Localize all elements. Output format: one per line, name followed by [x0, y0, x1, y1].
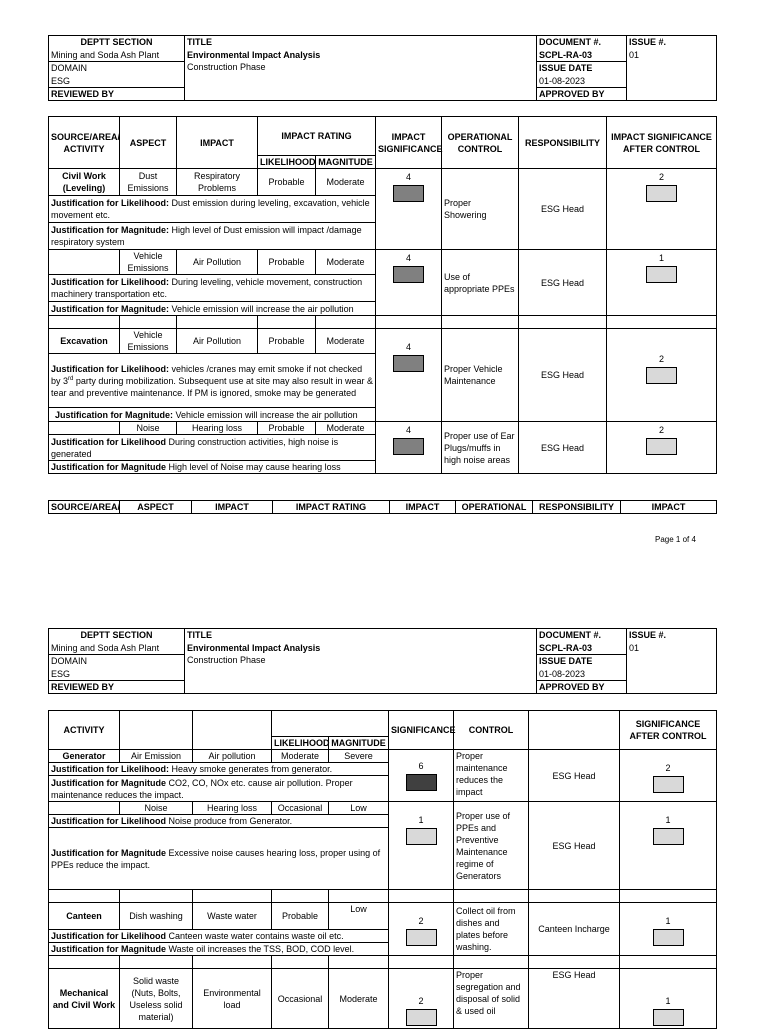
table-row: [49, 802, 717, 815]
significance-value: 1: [418, 815, 424, 825]
page2-impact-table: [48, 710, 716, 1029]
after-control-value: 2: [665, 763, 671, 773]
after-control-value: 1: [665, 916, 671, 926]
impact-cell: Environmental load: [193, 969, 272, 1029]
after-control-swatch: [653, 776, 684, 793]
table-row: [49, 750, 717, 763]
after-control-cell: [607, 329, 717, 422]
likelihood-cell: Moderate: [272, 750, 329, 763]
significance-value: 4: [406, 342, 412, 352]
justification-magnitude: Justification for Magnitude Excessive noise causes hearing loss, proper using of PPEs reduce the impact.: [49, 828, 389, 890]
page1-continuation-header: [48, 500, 716, 514]
significance-cell: [389, 802, 454, 890]
impact-cell: Waste water: [193, 903, 272, 930]
likelihood-cell: Probable: [258, 169, 316, 196]
significance-swatch: [393, 185, 424, 202]
significance-cell: [376, 169, 442, 250]
magnitude-cell: Low: [329, 903, 389, 930]
issue-label: ISSUE #.: [629, 37, 667, 47]
likelihood-cell: Probable: [258, 250, 316, 275]
significance-value: 2: [418, 916, 424, 926]
table-row: [49, 169, 717, 196]
significance-swatch: [406, 774, 437, 791]
page2-header: [48, 628, 716, 694]
approved-by-label: APPROVED BY: [537, 681, 627, 694]
significance-swatch: [393, 355, 424, 372]
col-magnitude-header: MAGNITUDE: [316, 156, 376, 169]
significance-value: 4: [406, 172, 412, 182]
justification-magnitude: Justification for Magnitude: High level of Dust emission will impact /damage respiratory system: [49, 223, 376, 250]
aspect-cell: Dish washing: [120, 903, 193, 930]
justification-magnitude: Justification for Magnitude: Vehicle emission will increase the air pollution: [49, 302, 376, 316]
magnitude-cell: Moderate: [316, 422, 376, 435]
phase-value: Construction Phase: [187, 655, 266, 665]
cont-control-header: OPERATIONAL: [456, 501, 533, 514]
justification-magnitude: Justification for Magnitude: Vehicle emission will increase the air pollution: [49, 408, 376, 422]
after-control-cell: [620, 750, 717, 802]
after-control-swatch: [653, 828, 684, 845]
aspect-cell: Noise: [120, 422, 177, 435]
magnitude-cell: Low: [329, 802, 389, 815]
justification-likelihood: Justification for Likelihood: Heavy smoke generates from generator.: [49, 763, 389, 776]
col-responsibility-header: RESPONSIBILITY: [519, 117, 607, 169]
justification-magnitude: Justification for Magnitude High level of Noise may cause hearing loss: [49, 461, 376, 474]
dept-label: DEPTT SECTION: [80, 630, 153, 640]
justification-likelihood: Justification for Likelihood Canteen waste water contains waste oil etc.: [49, 930, 389, 943]
issue-date-label: ISSUE DATE: [537, 61, 626, 75]
aspect-cell: Solid waste (Nuts, Bolts, Useless solid material): [120, 969, 193, 1029]
after-control-cell: [620, 802, 717, 890]
significance-swatch: [393, 438, 424, 455]
cont-after-header: IMPACT: [621, 501, 717, 514]
activity-cell: [49, 250, 120, 275]
control-cell: Use of appropriate PPEs: [442, 250, 519, 316]
col-magnitude-header: MAGNITUDE: [329, 737, 389, 750]
control-cell: Proper use of PPEs and Preventive Maintenance regime of Generators: [454, 802, 529, 890]
responsibility-cell: ESG Head: [529, 802, 620, 890]
likelihood-cell: Probable: [258, 329, 316, 354]
justification-magnitude: Justification for Magnitude Waste oil increases the TSS, BOD, COD level.: [49, 943, 389, 956]
cont-impact-header: IMPACT: [192, 501, 273, 514]
significance-swatch: [406, 929, 437, 946]
document-value: SCPL-RA-03: [539, 642, 593, 653]
spacer-row: [49, 316, 717, 329]
significance-value: 6: [418, 761, 424, 771]
col-after-header: IMPACT SIGNIFICANCE AFTER CONTROL: [607, 117, 717, 169]
approved-by-label: APPROVED BY: [537, 88, 627, 101]
after-control-swatch: [646, 185, 677, 202]
phase-value: Construction Phase: [187, 62, 266, 72]
document-label: DOCUMENT #.: [539, 630, 602, 640]
significance-swatch: [406, 1009, 437, 1026]
title-label: TITLE: [187, 630, 212, 640]
magnitude-cell: Moderate: [316, 169, 376, 196]
after-control-cell: [607, 169, 717, 250]
impact-cell: Respiratory Problems: [177, 169, 258, 196]
cont-responsibility-header: RESPONSIBILITY: [533, 501, 621, 514]
aspect-cell: Noise: [120, 802, 193, 815]
page-number: Page 1 of 4: [655, 535, 696, 544]
magnitude-cell: Moderate: [316, 250, 376, 275]
col-source-header: SOURCE/AREA/ ACTIVITY: [49, 117, 120, 169]
likelihood-cell: Probable: [272, 903, 329, 930]
spacer-row: [49, 956, 717, 969]
aspect-cell: Vehicle Emissions: [120, 250, 177, 275]
impact-cell: Hearing loss: [177, 422, 258, 435]
responsibility-cell: ESG Head: [529, 969, 620, 1029]
magnitude-cell: Moderate: [316, 329, 376, 354]
after-control-value: 1: [665, 996, 671, 1006]
after-control-cell: [620, 969, 717, 1029]
table-row: [49, 422, 717, 435]
document-label: DOCUMENT #.: [539, 37, 602, 47]
justification-likelihood: Justification for Likelihood During construction activities, high noise is generated: [49, 435, 376, 461]
table-row: [49, 329, 717, 354]
after-control-value: 2: [659, 172, 665, 182]
after-control-value: 2: [659, 425, 665, 435]
responsibility-cell: Canteen Incharge: [529, 903, 620, 956]
col-after-header: SIGNIFICANCE AFTER CONTROL: [620, 711, 717, 750]
dept-value: Mining and Soda Ash Plant: [51, 49, 160, 60]
title-value: Environmental Impact Analysis: [187, 49, 321, 60]
col-control-header: CONTROL: [454, 711, 529, 750]
activity-cell: [49, 802, 120, 815]
col-control-header: OPERATIONAL CONTROL: [442, 117, 519, 169]
after-control-swatch: [646, 266, 677, 283]
document-value: SCPL-RA-03: [539, 49, 593, 60]
significance-value: 4: [406, 425, 412, 435]
responsibility-cell: ESG Head: [529, 750, 620, 802]
table-row: [49, 969, 717, 1029]
activity-cell: Mechanical and Civil Work: [49, 969, 120, 1029]
after-control-cell: [607, 250, 717, 316]
title-value: Environmental Impact Analysis: [187, 642, 321, 653]
issue-value: 01: [629, 642, 640, 653]
aspect-cell: Dust Emissions: [120, 169, 177, 196]
impact-cell: Air Pollution: [177, 250, 258, 275]
aspect-cell: Vehicle Emissions: [120, 329, 177, 354]
issue-label: ISSUE #.: [629, 630, 667, 640]
col-aspect-header: [120, 711, 193, 750]
significance-cell: [389, 903, 454, 956]
issue-value: 01: [629, 49, 640, 60]
col-significance-header: IMPACT SIGNIFICANCE: [376, 117, 442, 169]
col-source-header: ACTIVITY: [49, 711, 120, 750]
domain-label: DOMAIN: [49, 61, 184, 75]
col-impact-header: IMPACT: [177, 117, 258, 169]
spacer-row: [49, 890, 717, 903]
after-control-cell: [607, 422, 717, 474]
after-control-swatch: [646, 367, 677, 384]
col-rating-header: IMPACT RATING: [258, 117, 376, 156]
magnitude-cell: Severe: [329, 750, 389, 763]
issue-date-value: 01-08-2023: [539, 668, 586, 679]
control-cell: Collect oil from dishes and plates before washing.: [454, 903, 529, 956]
justification-likelihood: Justification for Likelihood: Dust emission during leveling, excavation, vehicle movement etc.: [49, 196, 376, 223]
justification-likelihood: Justification for Likelihood: vehicles /cranes may emit smoke if not checked by 3rd party during mobilization. Subsequent use at site may also result in wear & tear and preventive maintenance. If PM is ignored, smoke may be generated: [49, 354, 376, 408]
col-aspect-header: ASPECT: [120, 117, 177, 169]
dept-value: Mining and Soda Ash Plant: [51, 642, 160, 653]
activity-cell: Excavation: [49, 329, 120, 354]
significance-swatch: [393, 266, 424, 283]
control-cell: Proper Showering: [442, 169, 519, 250]
likelihood-cell: Occasional: [272, 802, 329, 815]
title-label: TITLE: [187, 37, 212, 47]
control-cell: Proper use of Ear Plugs/muffs in high noise areas: [442, 422, 519, 474]
responsibility-cell: ESG Head: [519, 422, 607, 474]
activity-cell: Canteen: [49, 903, 120, 930]
control-cell: Proper segregation and disposal of solid & used oil: [454, 969, 529, 1029]
col-likelihood-header: LIKELIHOOD: [258, 156, 316, 169]
page1-header: [48, 35, 716, 101]
impact-cell: Hearing loss: [193, 802, 272, 815]
after-control-value: 1: [665, 815, 671, 825]
activity-cell: Civil Work (Leveling): [49, 169, 120, 196]
after-control-swatch: [653, 929, 684, 946]
reviewed-by-label: REVIEWED BY: [49, 681, 185, 694]
cont-rating-header: IMPACT RATING: [273, 501, 390, 514]
aspect-cell: Air Emission: [120, 750, 193, 763]
issue-date-value: 01-08-2023: [539, 75, 586, 86]
col-rating-header: [272, 711, 389, 737]
control-cell: Proper maintenance reduces the impact: [454, 750, 529, 802]
magnitude-cell: Moderate: [329, 969, 389, 1029]
justification-likelihood: Justification for Likelihood Noise produce from Generator.: [49, 815, 389, 828]
table-row: [49, 250, 717, 275]
after-control-cell: [620, 903, 717, 956]
significance-value: 2: [418, 996, 424, 1006]
after-control-swatch: [646, 438, 677, 455]
justification-magnitude: Justification for Magnitude CO2, CO, NOx etc. cause air pollution. Proper maintenance reduces the impact.: [49, 776, 389, 802]
impact-cell: Air pollution: [193, 750, 272, 763]
domain-value: ESG: [51, 668, 71, 679]
col-significance-header: SIGNIFICANCE: [389, 711, 454, 750]
page1-impact-table: [48, 116, 716, 474]
significance-cell: [376, 422, 442, 474]
likelihood-cell: Occasional: [272, 969, 329, 1029]
cont-aspect-header: ASPECT: [120, 501, 192, 514]
issue-date-label: ISSUE DATE: [537, 654, 626, 668]
significance-cell: [389, 750, 454, 802]
reviewed-by-label: REVIEWED BY: [49, 88, 185, 101]
responsibility-cell: ESG Head: [519, 250, 607, 316]
domain-value: ESG: [51, 75, 71, 86]
after-control-swatch: [653, 1009, 684, 1026]
col-impact-header: [193, 711, 272, 750]
activity-cell: [49, 422, 120, 435]
dept-label: DEPTT SECTION: [80, 37, 153, 47]
after-control-value: 2: [659, 354, 665, 364]
justification-likelihood: Justification for Likelihood: During leveling, vehicle movement, construction machinery transportation etc.: [49, 275, 376, 302]
control-cell: Proper Vehicle Maintenance: [442, 329, 519, 422]
cont-significance-header: IMPACT: [390, 501, 456, 514]
cont-source-header: SOURCE/AREA/: [49, 501, 120, 514]
significance-swatch: [406, 828, 437, 845]
responsibility-cell: ESG Head: [519, 169, 607, 250]
col-responsibility-header: [529, 711, 620, 750]
table-row: [49, 903, 717, 930]
responsibility-cell: ESG Head: [519, 329, 607, 422]
col-likelihood-header: LIKELIHOOD: [272, 737, 329, 750]
significance-cell: [389, 969, 454, 1029]
significance-cell: [376, 250, 442, 316]
domain-label: DOMAIN: [49, 654, 184, 668]
significance-value: 4: [406, 253, 412, 263]
impact-cell: Air Pollution: [177, 329, 258, 354]
after-control-value: 1: [659, 253, 665, 263]
likelihood-cell: Probable: [258, 422, 316, 435]
significance-cell: [376, 329, 442, 422]
activity-cell: Generator: [49, 750, 120, 763]
